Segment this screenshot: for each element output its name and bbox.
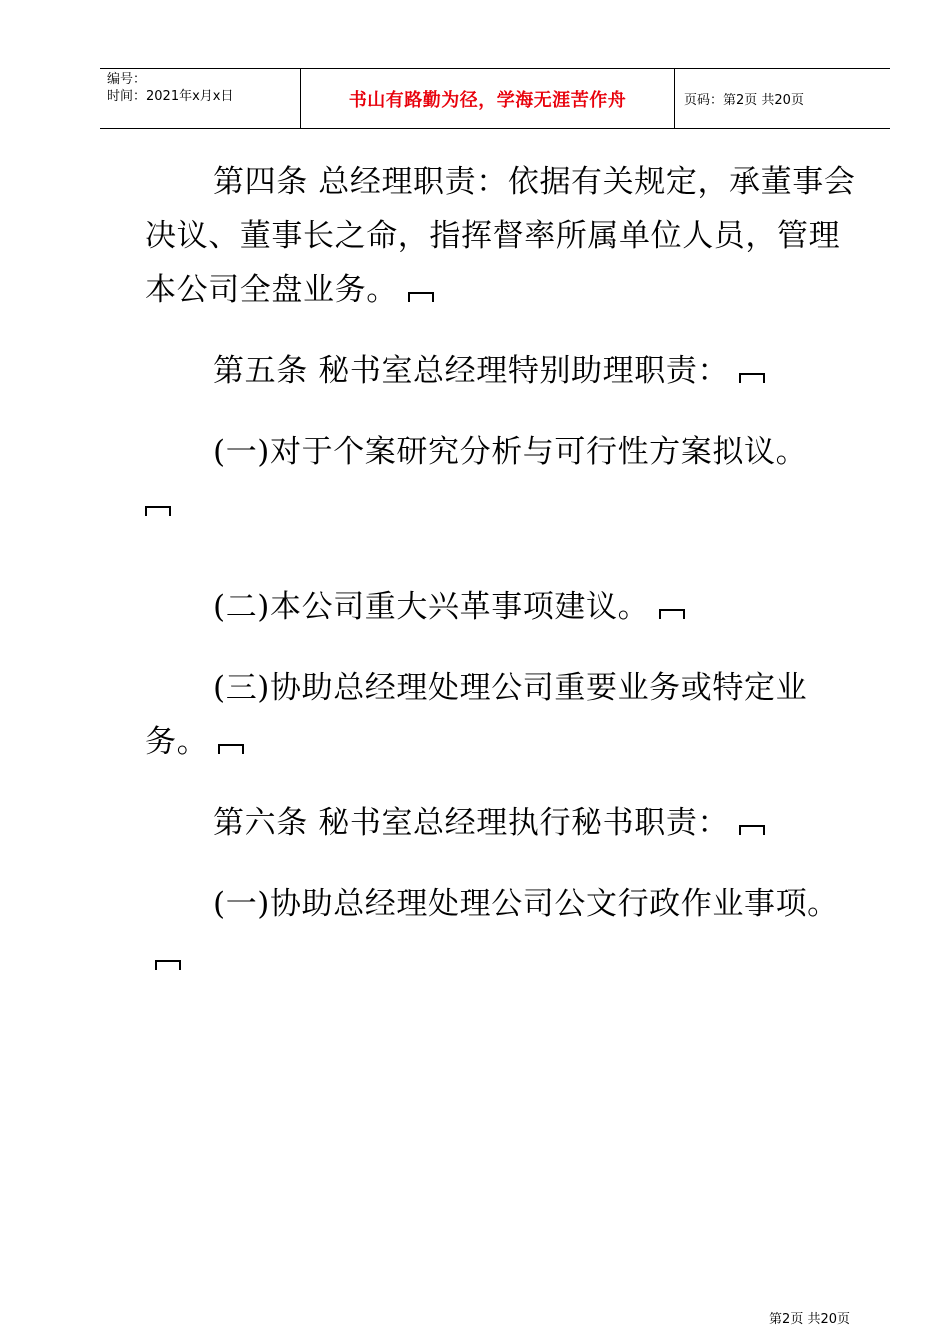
article-4-text: 第四条 总经理职责：依据有关规定，承董事会决议、董事长之命，指挥督率所属单位人员，管理本公司全盘业务。: [145, 164, 856, 308]
header-motto: 书山有路勤为径，学海无涯苦作舟: [301, 69, 675, 128]
paragraph-mark-row: [145, 499, 865, 553]
article-5-item-1-text: (一)对于个案研究分析与可行性方案拟议。: [213, 434, 808, 470]
article-5-item-2-text: (二)本公司重大兴革事项建议。: [213, 589, 650, 625]
paragraph-mark-icon: [739, 373, 765, 383]
article-6-item-1-text: (一)协助总经理处理公司公文行政作业事项。: [213, 886, 839, 922]
article-5-text: 第五条 秘书室总经理特别助理职责：: [213, 353, 730, 389]
paragraph-mark-icon: [739, 825, 765, 835]
article-5-item-1: [145, 425, 865, 479]
document-body: [145, 155, 865, 1012]
header-meta: [100, 69, 301, 128]
paragraph-mark-icon: [155, 960, 181, 970]
paragraph-mark-icon: [145, 506, 171, 516]
paragraph-mark-icon: [408, 292, 434, 302]
header-page-info: 页码：第2页 共20页: [684, 93, 804, 108]
page-header: [100, 68, 890, 129]
article-4: [145, 155, 865, 317]
article-6-text: 第六条 秘书室总经理执行秘书职责：: [213, 805, 730, 841]
article-5: [145, 344, 865, 398]
header-time-label: 时间：2021年x月x日: [107, 89, 234, 104]
paragraph-mark-icon: [659, 609, 685, 619]
paragraph-mark-icon: [218, 744, 244, 754]
header-number-label: 编号：: [107, 72, 147, 87]
article-5-item-2: [145, 580, 865, 634]
article-6: [145, 796, 865, 850]
page-footer: 第2页 共20页: [769, 1312, 850, 1327]
article-6-item-1: [145, 877, 865, 985]
article-5-item-3: [145, 661, 865, 769]
article-5-item-3-text: (三)协助总经理处理公司重要业务或特定业务。: [145, 670, 808, 760]
